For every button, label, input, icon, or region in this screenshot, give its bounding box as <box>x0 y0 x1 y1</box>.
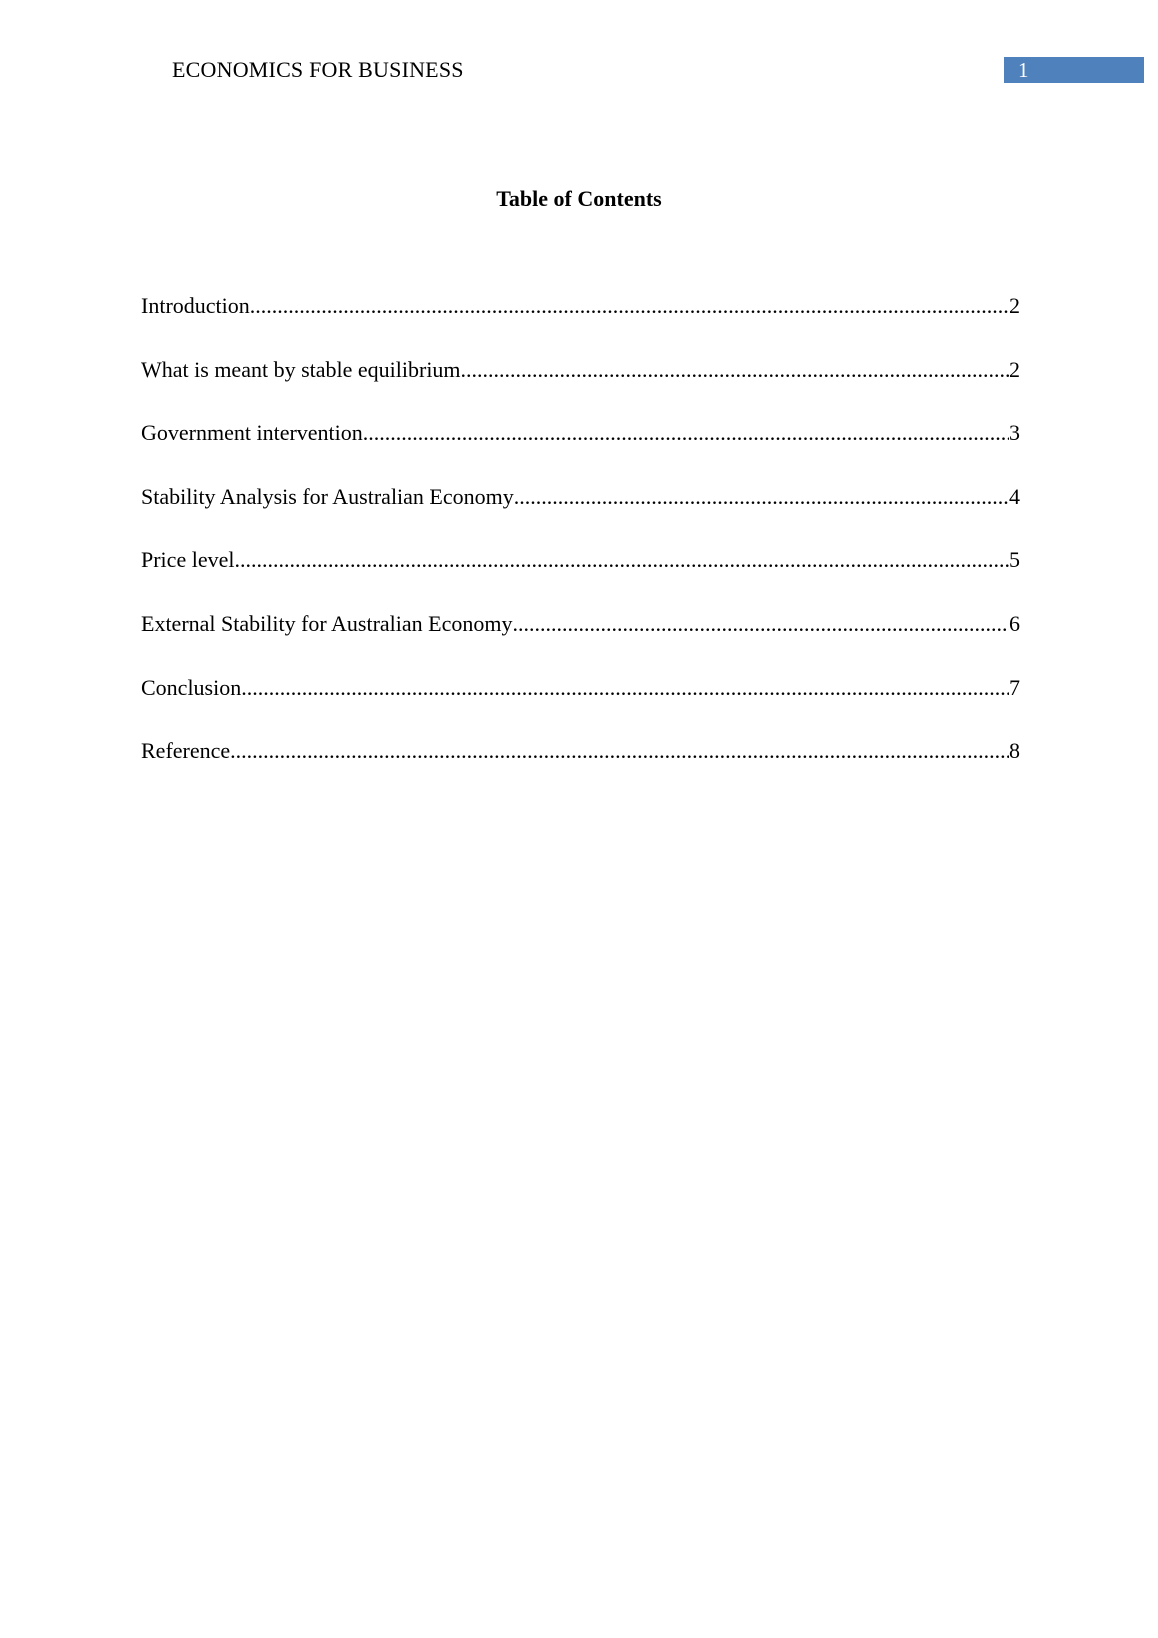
toc-entry-page: 8 <box>1009 738 1020 764</box>
toc-entry-label: What is meant by stable equilibrium <box>141 356 461 382</box>
toc-entry-introduction[interactable] <box>141 293 1020 357</box>
toc-dot-leader <box>461 357 1009 383</box>
toc-entry-page: 5 <box>1009 547 1020 573</box>
toc-dot-leader <box>514 484 1009 510</box>
toc-entry-stable-equilibrium[interactable] <box>141 357 1020 421</box>
toc-dot-leader <box>241 675 1009 701</box>
toc-entry-government-intervention[interactable] <box>141 420 1020 484</box>
toc-entry-label: Introduction <box>141 293 250 318</box>
running-header-title: ECONOMICS FOR BUSINESS <box>172 57 464 82</box>
toc-heading: Table of Contents <box>496 186 662 211</box>
toc-entry-page: 4 <box>1009 483 1020 509</box>
toc-dot-leader <box>230 738 1009 764</box>
toc-entry-price-level[interactable] <box>141 547 1020 611</box>
toc-entry-stability-analysis[interactable] <box>141 484 1020 548</box>
toc-entry-page: 7 <box>1009 674 1020 700</box>
toc-entry-label: Conclusion <box>141 674 242 700</box>
toc-entry-external-stability[interactable] <box>141 611 1020 675</box>
toc-entry-label: Price level <box>141 547 235 573</box>
toc-dot-leader <box>234 547 1009 573</box>
toc-entry-page: 2 <box>1009 293 1020 318</box>
toc-entry-label: External Stability for Australian Economy <box>141 610 513 636</box>
toc-dot-leader <box>250 293 1009 319</box>
toc-entry-label: Government intervention <box>141 420 363 446</box>
toc-dot-leader <box>512 611 1009 637</box>
toc-entry-page: 3 <box>1009 420 1020 446</box>
toc-entry-reference[interactable] <box>141 738 1020 802</box>
toc-entry-label: Reference <box>141 738 231 764</box>
toc-entry-label: Stability Analysis for Australian Economy <box>141 483 514 509</box>
toc-entry-page: 6 <box>1009 610 1020 636</box>
page-number: 1 <box>1018 58 1029 82</box>
table-of-contents <box>141 293 1020 802</box>
toc-dot-leader <box>363 420 1009 446</box>
toc-entry-page: 2 <box>1009 356 1020 382</box>
toc-entry-conclusion[interactable] <box>141 675 1020 739</box>
page-number-badge <box>1004 57 1144 83</box>
